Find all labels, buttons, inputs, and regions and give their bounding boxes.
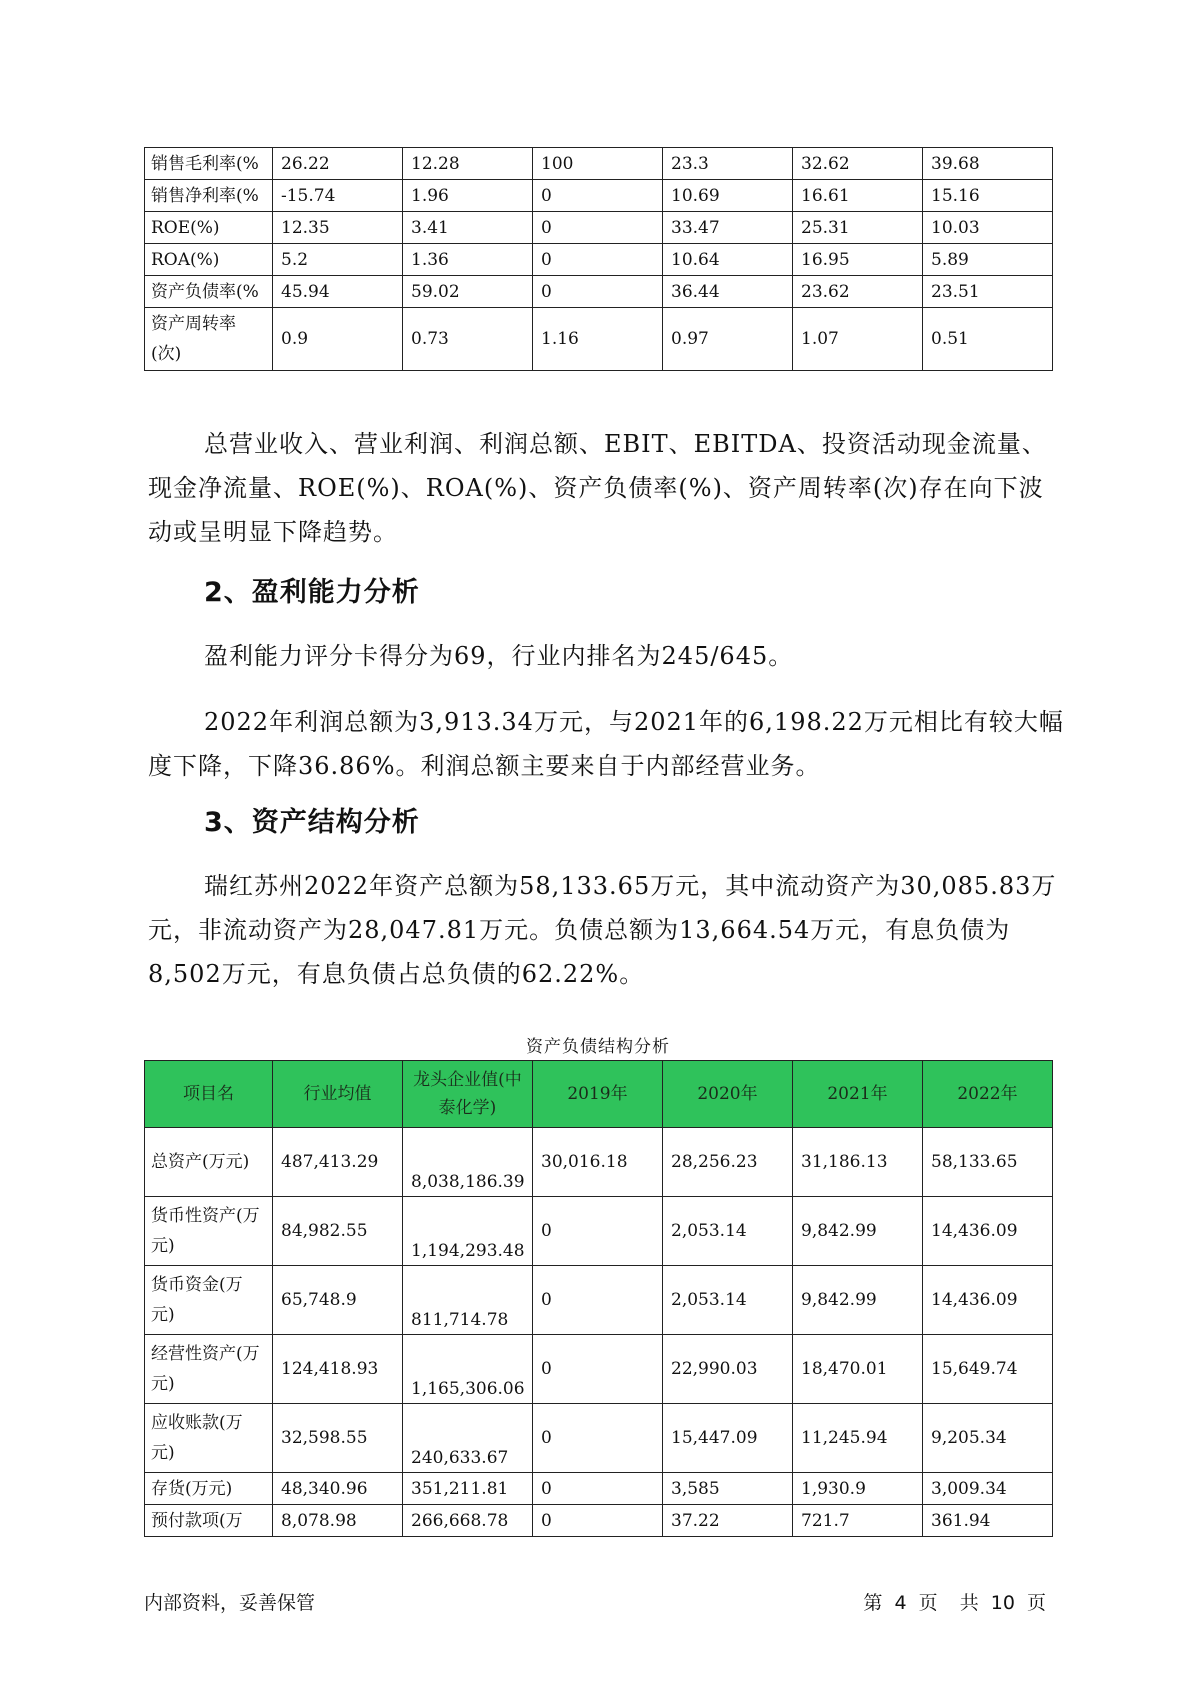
asset-structure-table: [144, 1060, 1053, 1537]
page-label: 页: [1026, 1592, 1046, 1614]
table-cell: 0: [533, 1266, 663, 1335]
row-label: ROA(%): [145, 244, 273, 276]
table-cell: 361.94: [923, 1505, 1053, 1537]
table-cell: 0: [533, 212, 663, 244]
table-cell: 14,436.09: [923, 1266, 1053, 1335]
table-row: [145, 1335, 1053, 1404]
table-cell: 0.9: [273, 308, 403, 371]
table-cell: 3,009.34: [923, 1473, 1053, 1505]
table-cell: 39.68: [923, 148, 1053, 180]
table-cell: 1.16: [533, 308, 663, 371]
table-cell: -15.74: [273, 180, 403, 212]
table-row: [145, 180, 1053, 212]
table-cell: 0: [533, 244, 663, 276]
table-cell: 23.62: [793, 276, 923, 308]
section-heading-asset: 3、资产结构分析: [204, 807, 420, 838]
table-row: [145, 148, 1053, 180]
page-label: 页: [918, 1592, 938, 1614]
row-label: 经营性资产(万元): [145, 1335, 273, 1404]
table-cell: 65,748.9: [273, 1266, 403, 1335]
row-label: 货币资金(万元): [145, 1266, 273, 1335]
table-cell: 5.89: [923, 244, 1053, 276]
table-cell: 8,078.98: [273, 1505, 403, 1537]
table-cell: 1.07: [793, 308, 923, 371]
table-row: [145, 276, 1053, 308]
table-cell: 45.94: [273, 276, 403, 308]
column-header: 行业均值: [273, 1061, 403, 1128]
table-cell: 1,165,306.06: [403, 1335, 533, 1404]
table-cell: 1.36: [403, 244, 533, 276]
table-cell: 11,245.94: [793, 1404, 923, 1473]
table-row: [145, 1197, 1053, 1266]
table-cell: 266,668.78: [403, 1505, 533, 1537]
table-row: [145, 1404, 1053, 1473]
table-cell: 30,016.18: [533, 1128, 663, 1197]
table-cell: 721.7: [793, 1505, 923, 1537]
table-cell: 15,649.74: [923, 1335, 1053, 1404]
table-cell: 12.28: [403, 148, 533, 180]
table-cell: 0: [533, 180, 663, 212]
column-header: 2022年: [923, 1061, 1053, 1128]
table-cell: 3,585: [663, 1473, 793, 1505]
page-current: 4: [894, 1592, 907, 1614]
table-cell: 240,633.67: [403, 1404, 533, 1473]
table-cell: 9,842.99: [793, 1197, 923, 1266]
score-paragraph: 盈利能力评分卡得分为69，行业内排名为245/645。: [204, 642, 794, 670]
table-cell: 10.69: [663, 180, 793, 212]
table-cell: 1.96: [403, 180, 533, 212]
table-cell: 16.95: [793, 244, 923, 276]
table-cell: 10.03: [923, 212, 1053, 244]
table-row: [145, 1505, 1053, 1537]
row-label: 预付款项(万: [145, 1505, 273, 1537]
table-cell: 1,194,293.48: [403, 1197, 533, 1266]
table-cell: 3.41: [403, 212, 533, 244]
table-cell: 0: [533, 1473, 663, 1505]
page-total: 10: [990, 1592, 1015, 1614]
column-header: 2021年: [793, 1061, 923, 1128]
table-row: [145, 244, 1053, 276]
footer-confidential: 内部资料，妥善保管: [144, 1592, 316, 1614]
table-cell: 16.61: [793, 180, 923, 212]
table-cell: 9,205.34: [923, 1404, 1053, 1473]
table-cell: 15.16: [923, 180, 1053, 212]
table-cell: 32.62: [793, 148, 923, 180]
table-caption: 资产负债结构分析: [526, 1037, 670, 1057]
table-cell: 100: [533, 148, 663, 180]
row-label: 应收账款(万元): [145, 1404, 273, 1473]
table-cell: 23.51: [923, 276, 1053, 308]
table-cell: 26.22: [273, 148, 403, 180]
footer-page-number: [863, 1588, 1052, 1615]
ratio-table: [144, 147, 1053, 371]
profit-paragraph: 2022年利润总额为3,913.34万元，与2021年的6,198.22万元相比有较大幅度下降，下降36.86%。利润总额主要来自于内部经营业务。: [148, 708, 1064, 780]
table-row: [145, 1473, 1053, 1505]
column-header: 2019年: [533, 1061, 663, 1128]
table-cell: 351,211.81: [403, 1473, 533, 1505]
row-label: 总资产(万元): [145, 1128, 273, 1197]
table-cell: 28,256.23: [663, 1128, 793, 1197]
row-label: ROE(%): [145, 212, 273, 244]
table-cell: 0: [533, 1335, 663, 1404]
table-row: [145, 308, 1053, 371]
table-cell: 0: [533, 1197, 663, 1266]
table-cell: 59.02: [403, 276, 533, 308]
table-cell: 2,053.14: [663, 1197, 793, 1266]
section-heading-profit: 2、盈利能力分析: [204, 577, 420, 608]
row-label: 销售毛利率(%: [145, 148, 273, 180]
table-cell: 48,340.96: [273, 1473, 403, 1505]
page-label: 共: [959, 1592, 979, 1614]
page-label: 第: [863, 1592, 883, 1614]
table-cell: 124,418.93: [273, 1335, 403, 1404]
trend-paragraph: 总营业收入、营业利润、利润总额、EBIT、EBITDA、投资活动现金流量、现金净流量、ROE(%)、ROA(%)、资产负债率(%)、资产周转率(次)存在向下波动或呈明显下降趋势。: [148, 430, 1047, 546]
row-label: 销售净利率(%: [145, 180, 273, 212]
table-cell: 32,598.55: [273, 1404, 403, 1473]
table-cell: 37.22: [663, 1505, 793, 1537]
row-label: 资产周转率(次): [145, 308, 273, 371]
table-cell: 0.73: [403, 308, 533, 371]
table-cell: 12.35: [273, 212, 403, 244]
table-cell: 2,053.14: [663, 1266, 793, 1335]
row-label: 存货(万元): [145, 1473, 273, 1505]
table-cell: 9,842.99: [793, 1266, 923, 1335]
table-cell: 15,447.09: [663, 1404, 793, 1473]
table-cell: 23.3: [663, 148, 793, 180]
table-cell: 25.31: [793, 212, 923, 244]
column-header: 项目名: [145, 1061, 273, 1128]
column-header: 2020年: [663, 1061, 793, 1128]
table-cell: 0: [533, 276, 663, 308]
table-cell: 33.47: [663, 212, 793, 244]
table-cell: 58,133.65: [923, 1128, 1053, 1197]
table-cell: 31,186.13: [793, 1128, 923, 1197]
table-cell: 22,990.03: [663, 1335, 793, 1404]
row-label: 货币性资产(万元): [145, 1197, 273, 1266]
table-cell: 0: [533, 1404, 663, 1473]
table-cell: 8,038,186.39: [403, 1128, 533, 1197]
table-row: [145, 1266, 1053, 1335]
table-cell: 5.2: [273, 244, 403, 276]
table-cell: 36.44: [663, 276, 793, 308]
column-header: 龙头企业值(中泰化学): [403, 1061, 533, 1128]
table-cell: 0.97: [663, 308, 793, 371]
table-cell: 10.64: [663, 244, 793, 276]
row-label: 资产负债率(%: [145, 276, 273, 308]
table-cell: 18,470.01: [793, 1335, 923, 1404]
table-cell: 14,436.09: [923, 1197, 1053, 1266]
table-cell: 487,413.29: [273, 1128, 403, 1197]
table-cell: 1,930.9: [793, 1473, 923, 1505]
table-cell: 0.51: [923, 308, 1053, 371]
table-cell: 84,982.55: [273, 1197, 403, 1266]
table-row: [145, 212, 1053, 244]
table-cell: 0: [533, 1505, 663, 1537]
table-row: [145, 1128, 1053, 1197]
table-cell: 811,714.78: [403, 1266, 533, 1335]
asset-paragraph: 瑞红苏州2022年资产总额为58,133.65万元，其中流动资产为30,085.83万元，非流动资产为28,047.81万元。负债总额为13,664.54万元，有息负债为8,502万元，有息负债占总负债的62.22%。: [148, 872, 1057, 988]
